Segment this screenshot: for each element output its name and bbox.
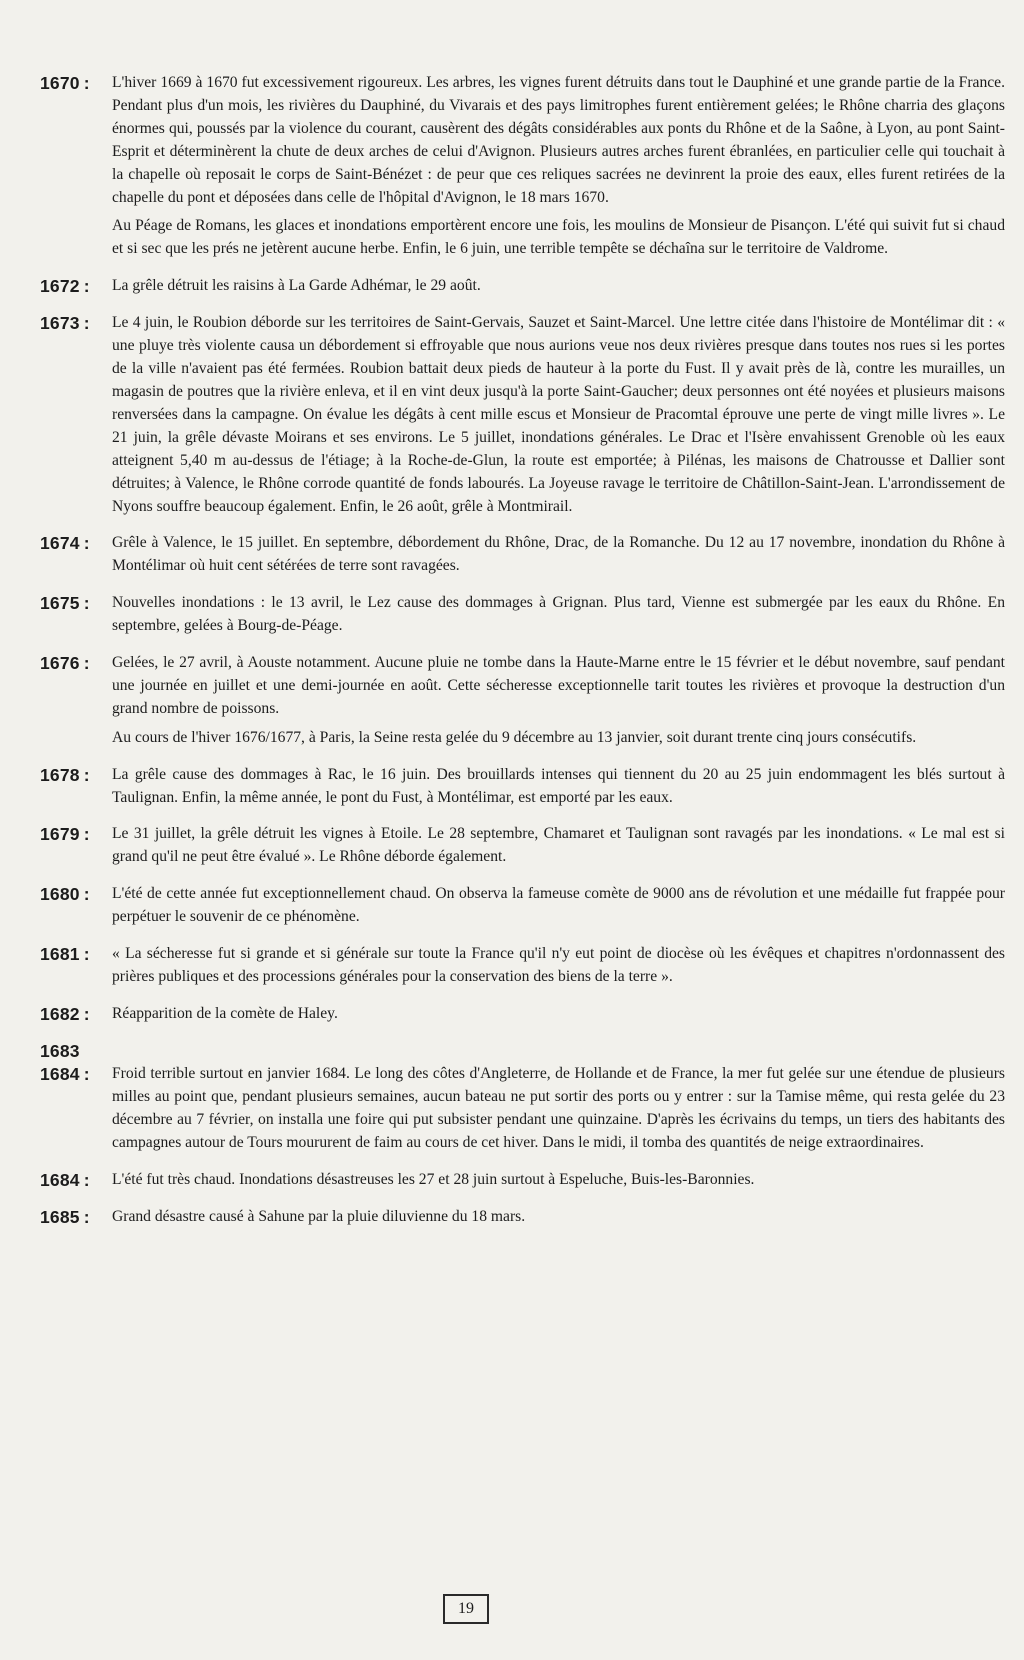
entry-text	[112, 823, 1005, 869]
entry-year: 1683	[40, 1040, 80, 1061]
entry-1676	[40, 652, 1005, 750]
entry-1674	[40, 532, 1005, 578]
entry-year: 1674 :	[40, 533, 90, 554]
entry-1685	[40, 1206, 1005, 1229]
entry-paragraph: Nouvelles inondations : le 13 avril, le Lez cause des dommages à Grignan. Plus tard, Vienne est submergée par les eaux du Rhône. En septembre, gelées à Bourg-de-Péage.	[112, 594, 1005, 635]
entry-1681	[40, 943, 1005, 989]
entry-text	[112, 592, 1005, 638]
entry-paragraph: Froid terrible surtout en janvier 1684. Le long des côtes d'Angleterre, de Hollande et de France, la mer fut gelée sur une étendue de plusieurs milles au point que, pendant plusieurs semaines, aucun bateau ne put sortir des ports ou y entrer : sur la Tamise même, qui resta gelée du 23 décembre au 7 février, on installa une foire qui put subsister pendant une quinzaine. D'après les écrivains du temps, un tiers des habitants des campagnes autour de Tours moururent de faim au cours de cet hiver. Dans le midi, il tomba des quantités de neige extraordinaires.	[112, 1064, 1005, 1151]
entry-paragraph: Grand désastre causé à Sahune par la pluie diluvienne du 18 mars.	[112, 1207, 526, 1225]
entry-year: 1680 :	[40, 884, 90, 905]
entry-text	[112, 764, 1005, 810]
entry-1683	[40, 1040, 1005, 1063]
entry-1678	[40, 764, 1005, 810]
entry-paragraph: L'été fut très chaud. Inondations désastreuses les 27 et 28 juin surtout à Espeluche, Buis-les-Baronnies.	[112, 1170, 755, 1188]
entry-text	[112, 312, 1005, 518]
entry-text	[112, 1169, 1005, 1192]
entry-text	[112, 652, 1005, 750]
entry-year: 1679 :	[40, 824, 90, 845]
entry-year: 1670 :	[40, 73, 90, 93]
entry-year: 1673 :	[40, 313, 90, 334]
entry-1679	[40, 823, 1005, 869]
entry-paragraph: La grêle cause des dommages à Rac, le 16 juin. Des brouillards intenses qui tiennent du 20 au 25 juin endommagent les blés surtout à Taulignan. Enfin, la même année, le pont du Fust, à Montélimar, est emporté par les eaux.	[112, 765, 1005, 806]
entry-year: 1684 :	[40, 1169, 90, 1190]
entry-text	[112, 883, 1005, 929]
entry-year: 1682 :	[40, 1003, 90, 1024]
entry-year: 1676 :	[40, 653, 90, 674]
entry-year: 1675 :	[40, 593, 90, 614]
entry-paragraph: L'hiver 1669 à 1670 fut excessivement rigoureux. Les arbres, les vignes furent détruits dans tout le Dauphiné et une grande partie de la France. Pendant plus d'un mois, les rivières du Dauphiné, du Vivarais et des pays limitrophes furent entièrement gelées; le Rhône charria des glaçons énormes qui, poussés par la violence du courant, causèrent des dégâts considérables aux ponts du Rhône et de la Saône, à Lyon, au pont Saint-Esprit et déterminèrent la chute de deux arches de celui d'Avignon. Plusieurs autres arches furent ébranlées, en particulier celle qui touchait à la chapelle où reposait le corps de Saint-Bénézet : de peur que ces reliques sacrées ne devinrent la proie des eaux, elles furent retirées de la chapelle du pont et déposées dans celle de l'hôpital d'Avignon, le 18 mars 1670.	[112, 74, 1005, 206]
entry-year: 1681 :	[40, 944, 90, 965]
entry-year: 1678 :	[40, 764, 90, 785]
entry-1684-winter	[40, 1063, 1005, 1155]
entry-paragraph: Réapparition de la comète de Haley.	[112, 1004, 338, 1022]
entry-1670	[40, 72, 1005, 261]
entry-year: 1672 :	[40, 276, 90, 297]
entry-text	[112, 275, 1005, 298]
entry-paragraph: La grêle détruit les raisins à La Garde Adhémar, le 29 août.	[112, 277, 481, 295]
entry-paragraph: Au Péage de Romans, les glaces et inondations emportèrent encore une fois, les moulins de Monsieur de Pisançon. L'été qui suivit fut si chaud et si sec que les prés ne jetèrent aucune herbe. Enfin, le 6 juin, une terrible tempête se déchaîna sur le territoire de Valdrome.	[112, 217, 1005, 258]
entry-1673	[40, 312, 1005, 518]
entry-text	[112, 943, 1005, 989]
entry-1682	[40, 1003, 1005, 1026]
entry-text	[112, 72, 1005, 261]
entry-text	[112, 1063, 1005, 1155]
entry-paragraph: Le 31 juillet, la grêle détruit les vignes à Etoile. Le 28 septembre, Chamaret et Taulignan sont ravagés par les inondations. « Le mal est si grand qu'il ne peut être évalué ». Le Rhône déborde également.	[112, 825, 1005, 866]
entry-paragraph: L'été de cette année fut exceptionnellement chaud. On observa la fameuse comète de 9000 ans de révolution et une médaille fut frappée pour perpétuer le souvenir de ce phénomène.	[112, 885, 1005, 926]
entry-1672	[40, 275, 1005, 298]
entry-paragraph: Gelées, le 27 avril, à Aouste notamment. Aucune pluie ne tombe dans la Haute-Marne entre le 15 février et le début novembre, sauf pendant une journée en juillet et une demi-journée en août. Cette sécheresse exceptionnelle tarit toutes les rivières et provoque la destruction d'un grand nombre de poissons.	[112, 654, 1005, 717]
entry-1680	[40, 883, 1005, 929]
page-number: 19	[443, 1594, 489, 1624]
entry-paragraph: Le 4 juin, le Roubion déborde sur les territoires de Saint-Gervais, Sauzet et Saint-Marcel. Une lettre citée dans l'histoire de Montélimar dit : « une pluye très violente causa un débordement si effroyable que nous aurions veue nos deux rivières presque dans toutes nos rues si les portes de la ville n'avaient pas été fermées. Roubion battait deux pieds de hauteur à la porte du Fust. Il y avait près de là, contre les murailles, un magasin de poutres que la rivière enleva, et il en vint deux jusqu'à la porte Saint-Gaucher; deux personnes ont été noyées et plusieurs maisons renversées dans la campagne. On évalue les dégâts à cent mille escus et Monsieur de Pracomtal éprouve une perte de vingt mille livres ». Le 21 juin, la grêle dévaste Moirans et ses environs. Le 5 juillet, inondations générales. Le Drac et l'Isère envahissent Grenoble où les eaux atteignent 5,40 m au-dessus de l'étiage; à la Roche-de-Glun, la route est emportée; à Pilénas, les maisons de Chatrousse et Dallier sont détruites; à Valence, le Rhône corrode quantité de fonds labourés. La Joyeuse ravage le territoire de Châtillon-Saint-Jean. L'arrondissement de Nyons souffre beaucoup également. Enfin, le 26 août, grêle à Montmirail.	[112, 314, 1005, 515]
chronology-entries	[40, 72, 1005, 1243]
entry-year: 1685 :	[40, 1206, 90, 1227]
entry-text	[112, 532, 1005, 578]
entry-1684-summer	[40, 1169, 1005, 1192]
entry-paragraph: Au cours de l'hiver 1676/1677, à Paris, la Seine resta gelée du 9 décembre au 13 janvier, soit durant trente cinq jours consécutifs.	[112, 728, 917, 746]
entry-paragraph: Grêle à Valence, le 15 juillet. En septembre, débordement du Rhône, Drac, de la Romanche. Du 12 au 17 novembre, inondation du Rhône à Montélimar où huit cent sétérées de terre sont ravagées.	[112, 534, 1005, 575]
entry-text	[112, 1206, 1005, 1229]
entry-paragraph: « La sécheresse fut si grande et si générale sur toute la France qu'il n'y eut point de diocèse où les évêques et chapitres n'ordonnassent des prières publiques et des processions générales pour la conservation des biens de la terre ».	[112, 945, 1005, 985]
entry-1675	[40, 592, 1005, 638]
entry-year: 1684 :	[40, 1063, 90, 1084]
entry-text	[112, 1003, 1005, 1026]
